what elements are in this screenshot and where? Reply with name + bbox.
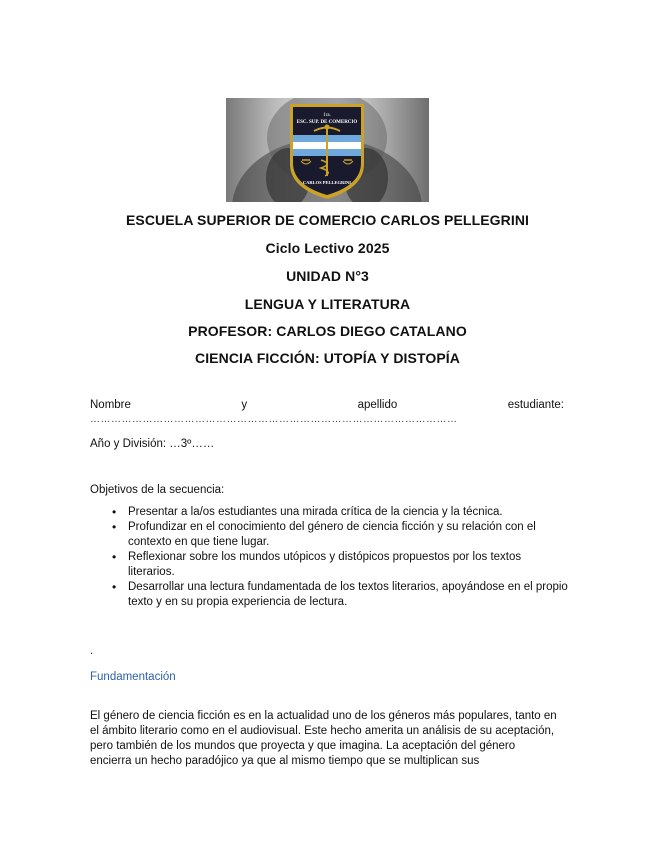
crest-bottom-text: CARLOS PELLEGRINI <box>302 180 352 185</box>
name-word-3: apellido <box>357 399 398 411</box>
topic-heading: CIENCIA FICCIÓN: UTOPÍA Y DISTOPÍA <box>194 350 461 366</box>
subject-heading: LENGUA Y LITERATURA <box>244 296 411 312</box>
stray-dot: . <box>90 645 94 657</box>
unit-heading: UNIDAD N°3 <box>286 268 369 284</box>
name-word-4: estudiante: <box>507 399 564 411</box>
crest-top-text: 1ra. <box>323 113 331 118</box>
list-item <box>90 580 570 610</box>
list-item <box>90 505 570 520</box>
objective-text: Reflexionar sobre los mundos utópicos y distópicos propuestos por los textos literarios. <box>128 551 522 578</box>
year-division-field[interactable]: Año y División: …3º…… <box>90 438 215 450</box>
name-word-1: Nombre <box>90 399 131 411</box>
objectives-list <box>90 505 570 610</box>
objectives-heading: Objetivos de la secuencia: <box>90 484 225 496</box>
objective-text: Presentar a la/os estudiantes una mirada crítica de la ciencia y la técnica. <box>128 506 503 518</box>
bullet-icon: • <box>112 550 117 564</box>
objective-text: Desarrollar una lectura fundamentada de los textos literarios, apoyándose en el propio texto y en su propia experiencia de lectura. <box>128 581 568 608</box>
name-word-2: y <box>241 399 248 411</box>
objective-text: Profundizar en el conocimiento del género de ciencia ficción y su relación con el contexto en que tiene lugar. <box>128 521 536 548</box>
bullet-icon: • <box>112 505 117 519</box>
cycle-heading: Ciclo Lectivo 2025 <box>265 240 390 256</box>
bullet-icon: • <box>112 520 117 534</box>
teacher-heading: PROFESOR: CARLOS DIEGO CATALANO <box>188 323 467 339</box>
fundamentacion-paragraph: El género de ciencia ficción es en la actualidad uno de los géneros más populares, tanto en el ámbito literario como en el audiovisual. Este hecho amerita un análisis de su aceptación, pero también de los mundos que proyecta y que imagina. La aceptación del género encierra un hecho paradójico ya que al mismo tiempo que se multiplican sus <box>90 710 557 767</box>
crest-name-text: ESC. SUP. DE COMERCIO <box>296 120 358 125</box>
school-name-heading: ESCUELA SUPERIOR DE COMERCIO CARLOS PELLEGRINI <box>125 212 530 228</box>
school-crest-logo <box>226 98 429 202</box>
bullet-icon: • <box>112 580 117 594</box>
student-name-field[interactable] <box>90 399 564 411</box>
name-dotted-line[interactable]: …………………………………………………………………………………………… <box>90 414 458 425</box>
list-item <box>90 520 570 550</box>
list-item <box>90 550 570 580</box>
fundamentacion-heading: Fundamentación <box>90 671 176 683</box>
